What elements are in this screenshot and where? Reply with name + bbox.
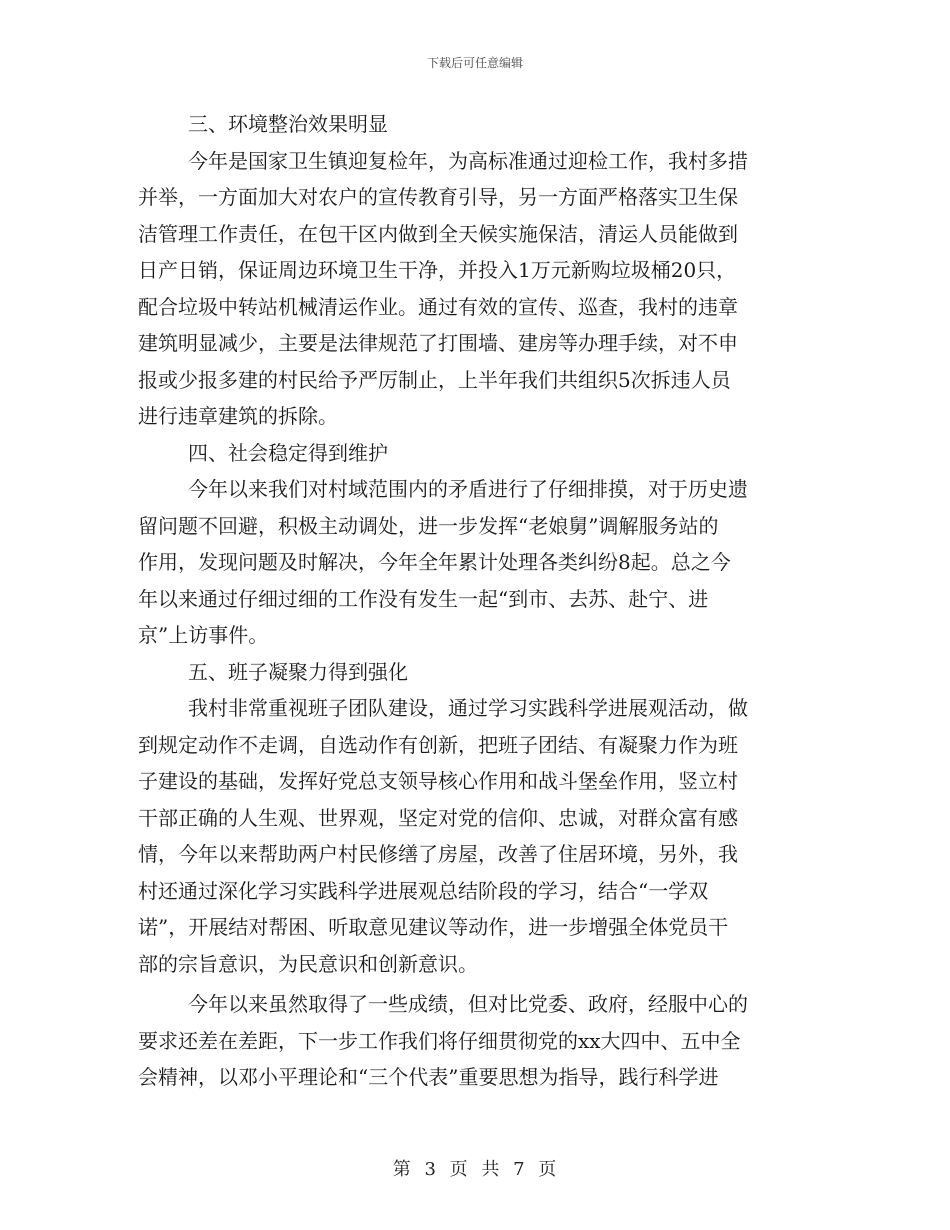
page-label-total-word: 共 [481,1159,501,1180]
paragraph-line: 我村非常重视班子团队建设，通过学习实践科学进展观活动，做 [188,696,748,720]
current-page-number: 3 [424,1159,437,1180]
paragraph-line: 到规定动作不走调，自选动作有创新，把班子团结、有凝聚力作为班 [138,732,738,757]
section-heading-3: 三、环境整治效果明显 [188,112,388,136]
paragraph-line: 作用，发现问题及时解决，今年全年累计处理各类纠纷8起。总之今 [138,550,731,574]
paragraph-line: 今年以来我们对村域范围内的矛盾进行了仔细排摸，对于历史遗 [188,477,748,501]
paragraph-line: 京”上访事件。 [138,623,269,647]
total-pages-number: 7 [513,1159,526,1180]
paragraph-line: 今年以来虽然取得了一些成绩，但对比党委、政府，经服中心的 [188,992,748,1016]
section-heading-5: 五、班子凝聚力得到强化 [188,659,408,684]
page-label-suffix: 页 [538,1159,558,1180]
paragraph-line: 会精神，以邓小平理论和“三个代表”重要思想为指导，践行科学进 [138,1065,719,1089]
page-number-footer [0,1155,950,1181]
paragraph-line: 配合垃圾中转站机械清运作业。通过有效的宣传、巡查，我村的违章 [138,294,738,319]
paragraph-line: 建筑明显减少，主要是法律规范了打围墙、建房等办理手续，对不申 [138,331,738,355]
paragraph-line: 今年是国家卫生镇迎复检年，为高标准通过迎检工作，我村多措 [188,148,748,173]
section-heading-4: 四、社会稳定得到维护 [188,440,388,465]
page-label-prefix: 第 [392,1159,412,1180]
paragraph-line: 并举，一方面加大对农户的宣传教育引导，另一方面严格落实卫生保 [138,185,738,209]
paragraph-line: 年以来通过仔细过细的工作没有发生一起“到市、去苏、赴宁、进 [138,586,709,611]
document-body [138,106,802,1096]
paragraph-line: 洁管理工作责任，在包干区内做到全天候实施保洁，清运人员能做到 [138,221,738,246]
paragraph-line: 留问题不回避，积极主动调处，进一步发挥“老娘舅”调解服务站的 [138,513,719,538]
paragraph-line: 日产日销，保证周边环境卫生干净，并投入1万元新购垃圾桶20只， [138,258,737,282]
paragraph-line: 报或少报多建的村民给予严厉制止，上半年我们共组织5次拆违人员 [138,367,731,392]
header-note: 下载后可任意编辑 [426,56,523,70]
paragraph-line: 干部正确的人生观、世界观，坚定对党的信仰、忠诚，对群众富有感 [138,805,738,830]
paragraph-line: 要求还差在差距，下一步工作我们将仔细贯彻党的xx大四中、五中全 [138,1028,741,1053]
paragraph-line: 情，今年以来帮助两户村民修缮了房屋，改善了住居环境，另外，我 [138,842,738,866]
paragraph-line: 子建设的基础，发挥好党总支领导核心作用和战斗堡垒作用，竖立村 [138,769,738,793]
paragraph-line: 村还通过深化学习实践科学进展观总结阶段的学习，结合“一学双 [138,878,709,903]
paragraph-line: 部的宗旨意识，为民意识和创新意识。 [138,951,478,976]
paragraph-line: 诺”，开展结对帮困、听取意见建议等动作，进一步增强全体党员干 [138,915,729,939]
paragraph-line: 进行违章建筑的拆除。 [138,404,338,428]
page-label-mid: 页 [449,1159,469,1180]
